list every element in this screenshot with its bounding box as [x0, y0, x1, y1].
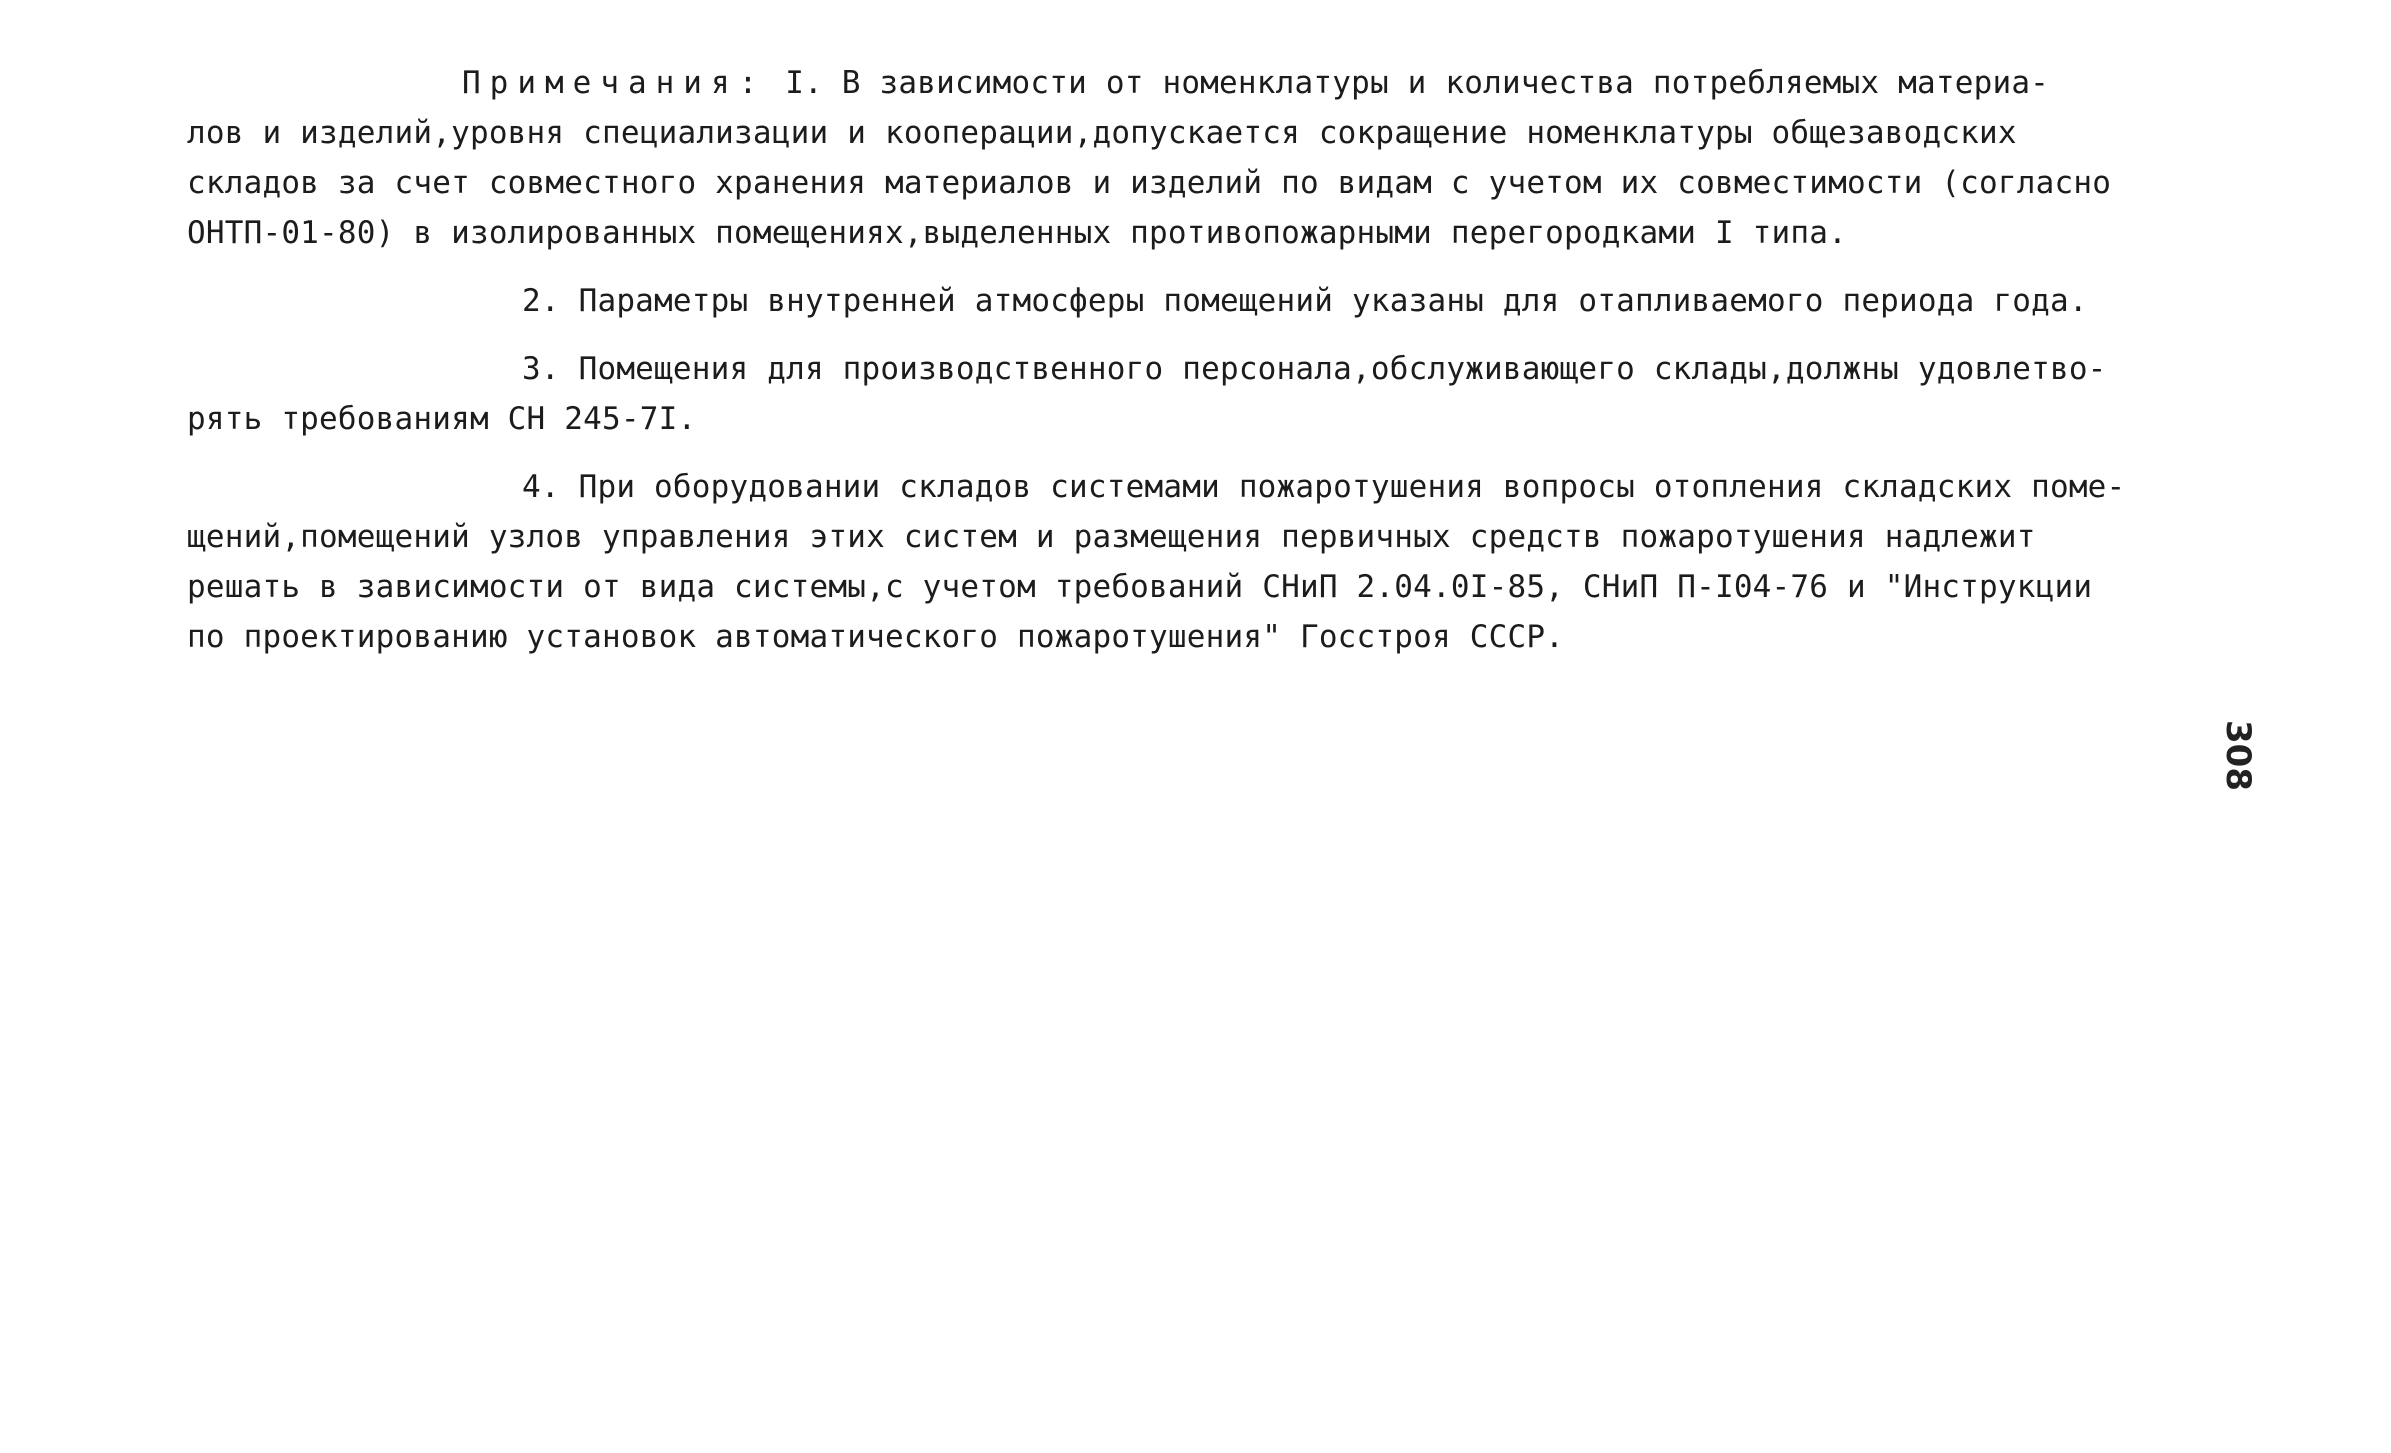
note-1-line-4: ОНТП-01-80) в изолированных помещениях,выделенных противопожарными перегородками I типа.	[187, 215, 1847, 251]
paragraph-gap	[187, 444, 2207, 462]
note-1-line-2: лов и изделий,уровня специализации и кооперации,допускается сокращение номенклатуры общезаводских	[187, 115, 2017, 151]
notes-heading: Примечания:	[462, 65, 767, 101]
notes-section	[187, 58, 2207, 662]
note-3-line-1: 3. Помещения для производственного персонала,обслуживающего склады,должны удовлетво-	[522, 351, 2107, 387]
note-4-line-4: по проектированию установок автоматического пожаротушения" Госстроя СССР.	[187, 619, 1565, 655]
note-4-line-1: 4. При оборудовании складов системами пожаротушения вопросы отопления складских поме-	[522, 469, 2126, 505]
note-1-line-1	[187, 58, 2207, 108]
note-4-line-2: щений,помещений узлов управления этих систем и размещения первичных средств пожаротушения надлежит	[187, 519, 2036, 555]
note-2-line-1: 2. Параметры внутренней атмосферы помещений указаны для отапливаемого периода года.	[522, 283, 2088, 319]
note-4-line-3: решать в зависимости от вида системы,с учетом требований СНиП 2.04.0I-85, СНиП П-I04-76 и "Инструкции	[187, 569, 2093, 605]
note-3-line-2: рять требованиям СН 245-7I.	[187, 401, 697, 437]
paragraph-gap	[187, 326, 2207, 344]
paragraph-gap	[187, 258, 2207, 276]
page-number: 308	[2218, 720, 2258, 791]
note-1-text: I. В зависимости от номенклатуры и количества потребляемых материа-	[785, 65, 2050, 101]
note-1-line-3: складов за счет совместного хранения материалов и изделий по видам с учетом их совместимости (согласно	[187, 165, 2112, 201]
